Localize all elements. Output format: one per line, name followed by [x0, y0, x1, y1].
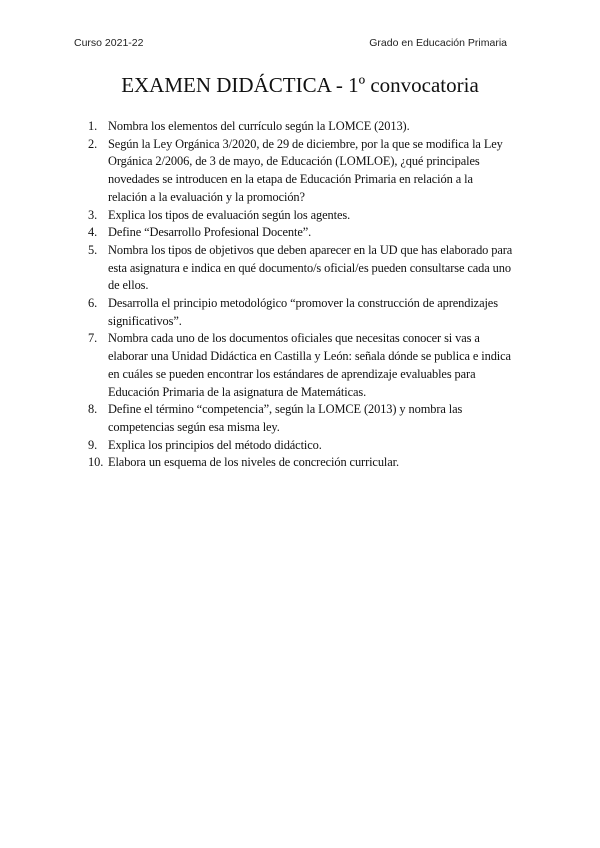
- question-text: Nombra los tipos de objetivos que deben aparecer en la UD que has elaborado para esta asignatura e indica en qué documento/s oficial/es pueden consultarse cada uno de ellos.: [108, 242, 513, 293]
- question-item: [88, 454, 514, 472]
- question-text: Define “Desarrollo Profesional Docente”.: [108, 225, 312, 240]
- question-text: Según la Ley Orgánica 3/2020, de 29 de diciembre, por la que se modifica la Ley Orgánica 2/2006, de 3 de mayo, de Educación (LOMLOE), ¿qué principales novedades se introducen en la etapa de Educación Primaria en relación a la relación a la evaluación y la promoción?: [108, 136, 503, 204]
- question-text: Nombra los elementos del currículo según la LOMCE (2013).: [108, 119, 410, 133]
- question-item: [88, 242, 514, 295]
- question-number: 6.: [88, 296, 98, 311]
- question-number: 2.: [88, 136, 98, 151]
- question-list: [88, 118, 514, 472]
- question-item: [88, 118, 514, 136]
- question-text: Elabora un esquema de los niveles de concreción curricular.: [108, 455, 400, 470]
- page-title: EXAMEN DIDÁCTICA - 1º convocatoria: [121, 73, 479, 97]
- question-number: 9.: [88, 437, 98, 452]
- question-item: [88, 330, 514, 401]
- question-number: 3.: [88, 207, 98, 222]
- question-number: 4.: [88, 225, 98, 240]
- question-text: Explica los tipos de evaluación según los agentes.: [108, 207, 351, 222]
- header-degree: Grado en Educación Primaria: [369, 37, 507, 49]
- question-number: 8.: [88, 402, 98, 417]
- question-text: Explica los principios del método didáctico.: [108, 437, 322, 452]
- question-item: [88, 224, 514, 242]
- header-course: Curso 2021-22: [74, 37, 144, 49]
- question-item: [88, 437, 514, 455]
- question-item: [88, 401, 514, 436]
- question-text: Define el término “competencia”, según la LOMCE (2013) y nombra las competencias según esa misma ley.: [108, 402, 463, 434]
- question-item: [88, 295, 514, 330]
- question-number: 10.: [88, 455, 104, 470]
- question-item: [88, 136, 514, 207]
- question-number: 1.: [88, 119, 98, 133]
- question-number: 7.: [88, 331, 98, 346]
- question-item: [88, 207, 514, 225]
- question-text: Desarrolla el principio metodológico “promover la construcción de aprendizajes significativos”.: [108, 296, 498, 328]
- question-text: Nombra cada uno de los documentos oficiales que necesitas conocer si vas a elaborar una Unidad Didáctica en Castilla y León: señala dónde se publica e indica en cuáles se pueden encontrar los estándares de aprendizaje evaluables para Educación Primaria de la asignatura de Matemáticas.: [108, 331, 511, 399]
- question-number: 5.: [88, 242, 98, 257]
